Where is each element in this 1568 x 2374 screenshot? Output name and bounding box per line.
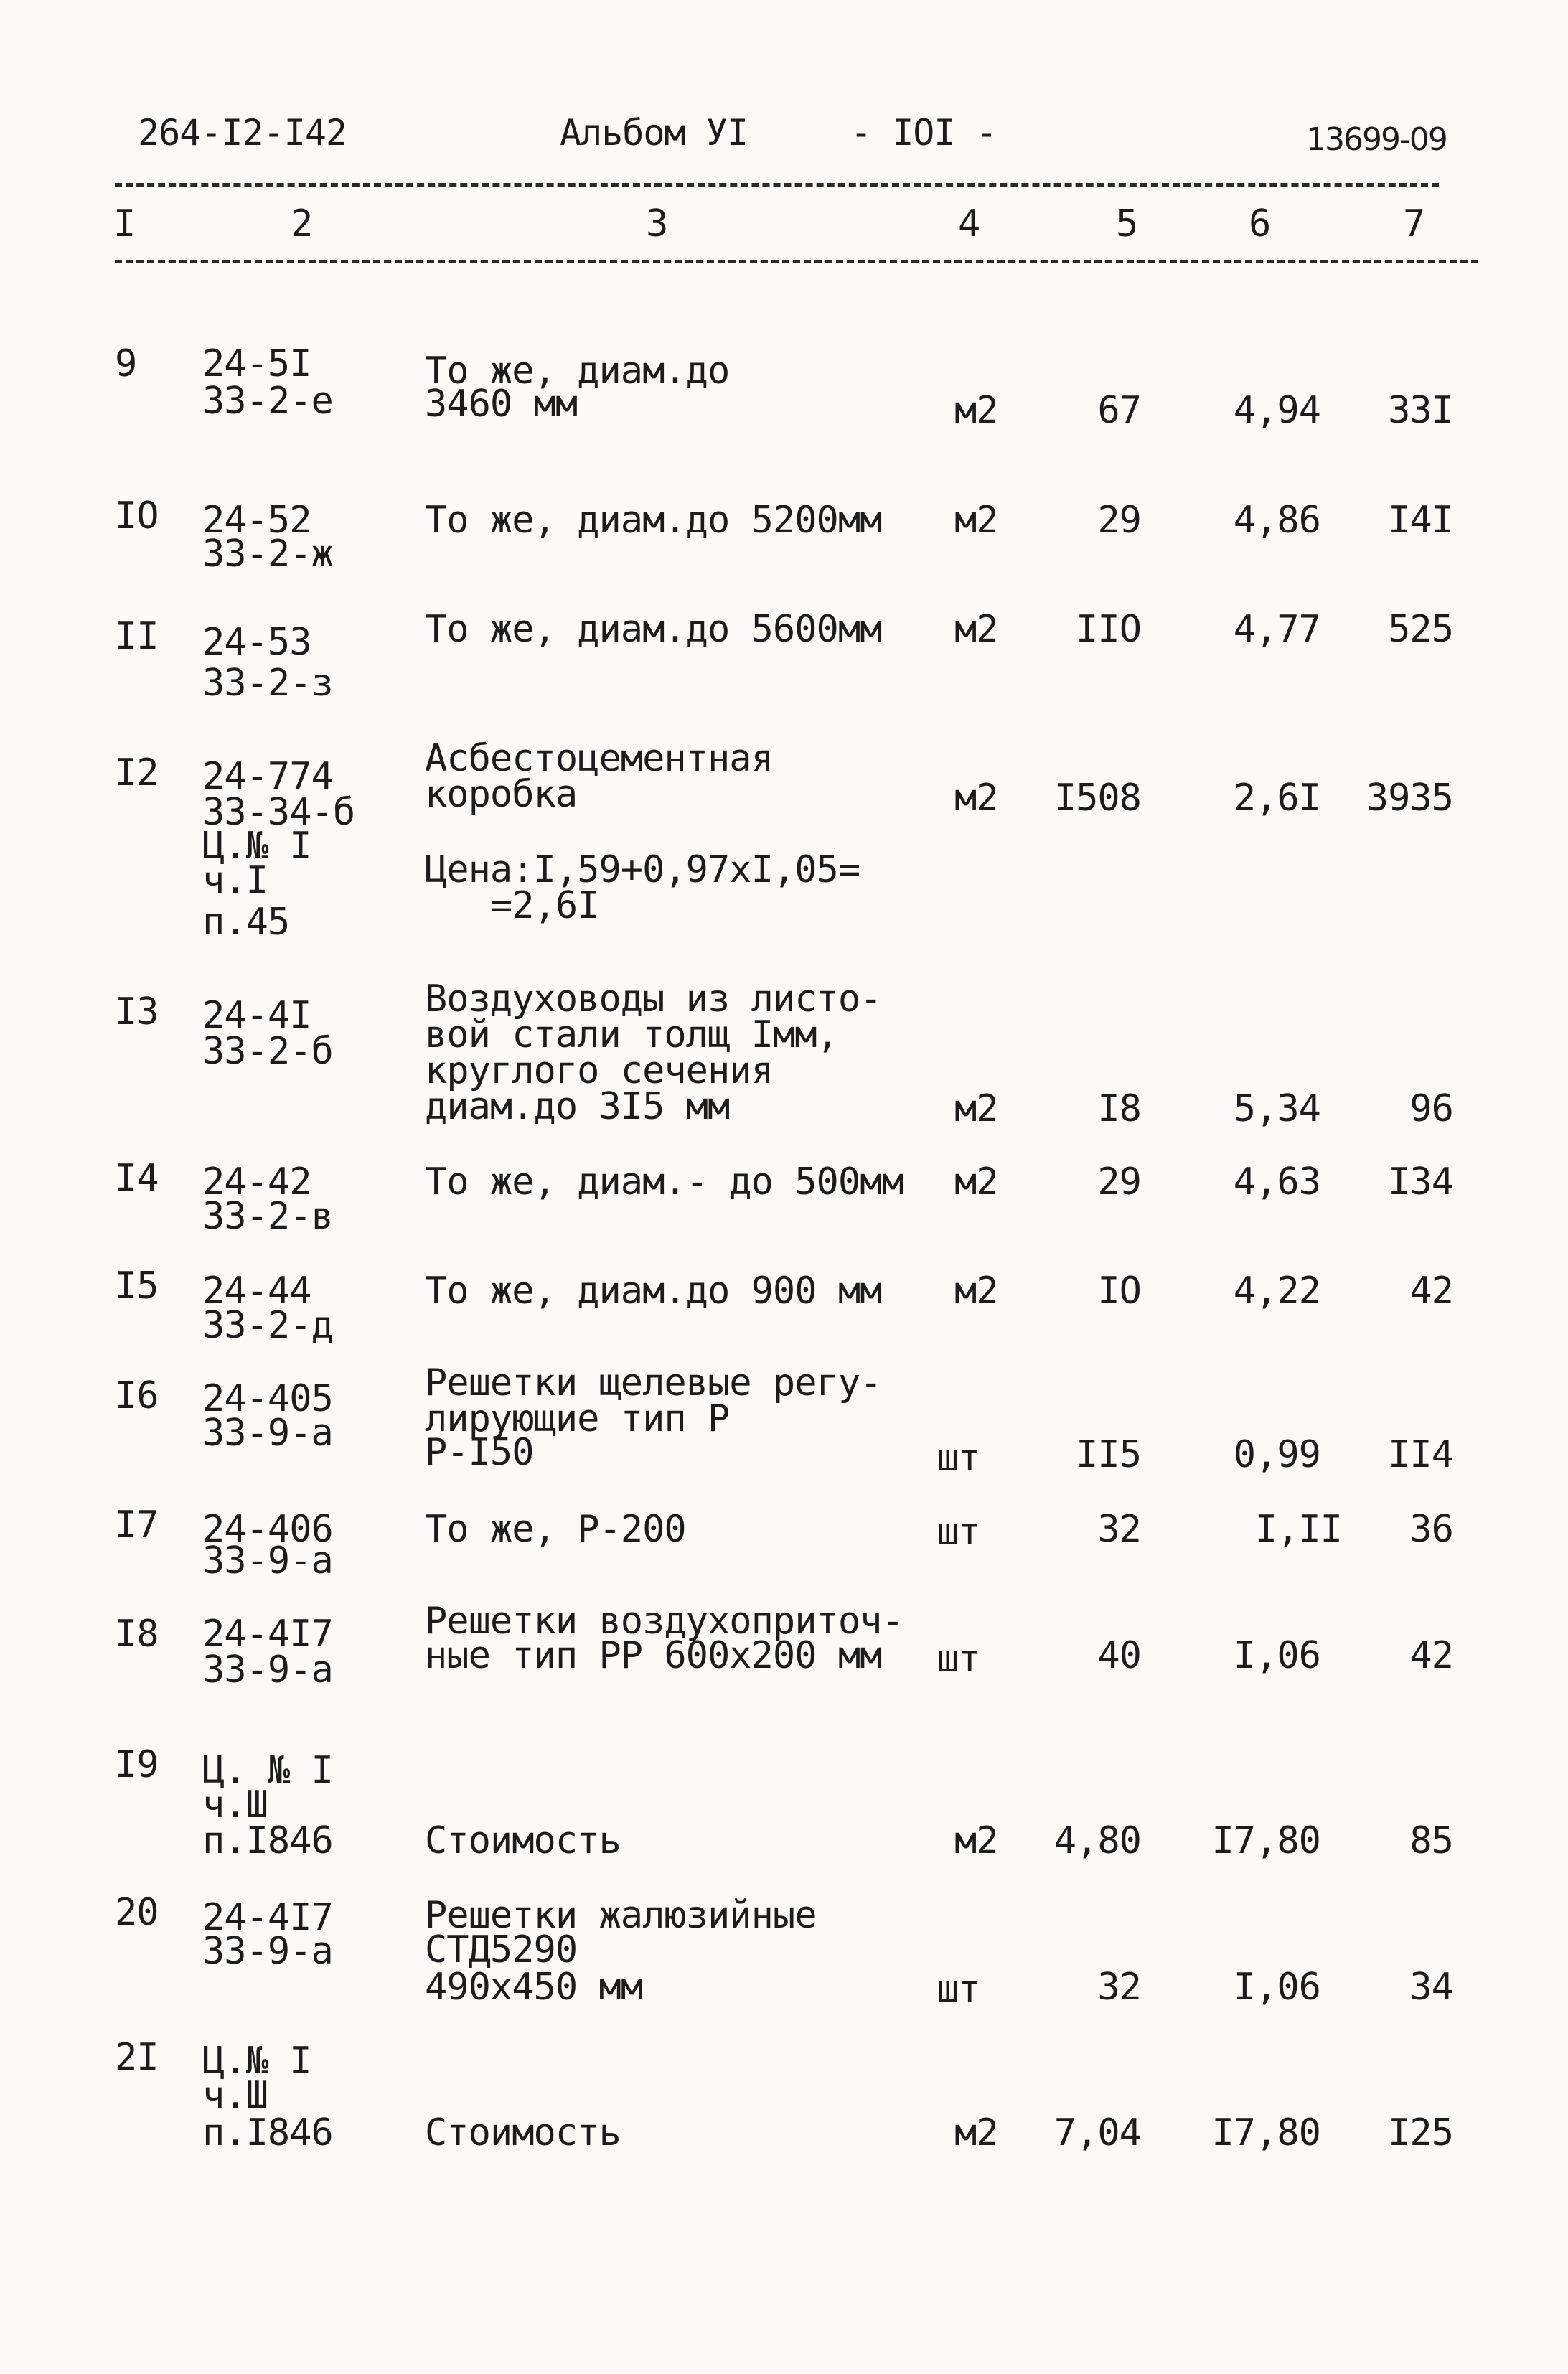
row-code: 33-34-б (202, 791, 355, 834)
row-price: I7,80 (1211, 2111, 1320, 2154)
row-total: 85 (1409, 1819, 1453, 1862)
row-description: 490х450 мм (425, 1966, 643, 2009)
row-description: То же, диам.- до 500мм (425, 1160, 903, 1204)
row-price: I,06 (1233, 1966, 1320, 2009)
row-unit: м2 (954, 1819, 998, 1862)
row-quantity: 4,80 (1053, 1819, 1141, 1862)
row-price: I,06 (1233, 1634, 1320, 1677)
row-number: I3 (115, 990, 159, 1033)
header-rule-bottom (115, 260, 1478, 263)
row-quantity: I8 (1097, 1087, 1141, 1130)
row-description: То же, диам.до (425, 349, 730, 393)
row-description: круглого сечения (425, 1049, 773, 1092)
column-header-4: 4 (958, 202, 980, 245)
row-description: СТД5290 (425, 1928, 578, 1971)
row-description: ные тип РР 600х200 мм (425, 1634, 882, 1677)
row-total: 33I (1388, 389, 1453, 432)
row-code: 24-44 (202, 1270, 311, 1313)
row-code: 24-774 (202, 755, 333, 798)
column-header-3: 3 (646, 202, 668, 245)
row-code: п.45 (202, 901, 290, 944)
row-price: 0,99 (1233, 1433, 1320, 1476)
row-code: 33-2-ж (202, 532, 333, 576)
row-description: Решетки жалюзийные (425, 1894, 817, 1937)
row-unit: шт (936, 1511, 980, 1554)
row-price: 2,6I (1233, 777, 1320, 820)
row-total: I4I (1388, 499, 1453, 542)
row-total: I34 (1388, 1160, 1453, 1204)
column-header-5: 5 (1116, 202, 1138, 245)
row-number: I6 (115, 1374, 159, 1417)
row-unit: шт (936, 1968, 980, 2011)
column-header-6: 6 (1249, 202, 1271, 245)
row-price: 4,77 (1233, 608, 1320, 651)
row-quantity: I508 (1053, 777, 1141, 820)
row-code: 33-9-а (202, 1648, 333, 1692)
row-quantity: 32 (1097, 1966, 1141, 2009)
row-price: 4,22 (1233, 1270, 1320, 1313)
row-number: I9 (115, 1743, 159, 1786)
page-number: - IOI - (850, 112, 997, 154)
row-unit: м2 (954, 1270, 998, 1313)
row-number: I4 (115, 1157, 159, 1200)
row-code: 33-2-з (202, 662, 333, 705)
row-description: вой стали толщ Iмм, (425, 1013, 838, 1056)
row-total: 34 (1409, 1966, 1453, 2009)
row-code: ч.I (202, 859, 268, 902)
row-price-note: =2,6I (425, 884, 599, 927)
row-code: 24-4I7 (202, 1896, 333, 1939)
row-code: 33-2-в (202, 1195, 333, 1238)
column-header-7: 7 (1403, 202, 1425, 245)
row-code: ч.Ш (202, 1783, 268, 1826)
row-code: п.I846 (202, 1819, 333, 1862)
row-total: 3935 (1366, 777, 1453, 820)
document-code: 264-I2-I42 (138, 112, 347, 154)
row-description: То же, диам.до 900 мм (425, 1270, 882, 1313)
row-total: 42 (1409, 1270, 1453, 1313)
row-code: 33-2-д (202, 1304, 333, 1347)
row-description: Асбестоцементная (425, 737, 773, 780)
row-number: 9 (115, 342, 137, 385)
row-code: 24-4I (202, 994, 311, 1037)
column-header-2: 2 (291, 202, 313, 245)
row-price: 4,63 (1233, 1160, 1320, 1204)
row-code: 33-9-а (202, 1930, 333, 1973)
row-description: Воздуховоды из листо- (425, 977, 882, 1021)
row-price: I7,80 (1211, 1819, 1320, 1862)
row-total: 36 (1409, 1508, 1453, 1551)
row-quantity: 40 (1097, 1634, 1141, 1677)
row-total: 96 (1409, 1087, 1453, 1130)
row-description: коробка (425, 773, 578, 816)
row-code: Ц. № I (202, 1749, 333, 1792)
row-quantity: 67 (1097, 389, 1141, 432)
row-code: 24-406 (202, 1508, 333, 1551)
row-code: 33-9-а (202, 1539, 333, 1582)
row-description: То же, диам.до 5600мм (425, 608, 882, 651)
row-price: 5,34 (1233, 1087, 1320, 1130)
column-header-1: I (113, 202, 136, 245)
row-description: То же, диам.до 5200мм (425, 499, 882, 542)
row-number: IO (115, 494, 159, 538)
row-price-note: Цена:I,59+0,97хI,05= (425, 848, 860, 891)
row-description: Решетки щелевые регу- (425, 1361, 882, 1404)
row-code: 24-52 (202, 499, 311, 542)
row-code: Ц.№ I (202, 825, 311, 868)
row-code: 24-5I (202, 342, 311, 385)
row-unit: м2 (954, 1087, 998, 1130)
row-unit: м2 (954, 608, 998, 651)
row-unit: м2 (954, 389, 998, 432)
row-description: лирующие тип Р (425, 1397, 730, 1440)
row-code: 33-2-е (202, 380, 333, 423)
row-unit: м2 (954, 777, 998, 820)
row-number: I2 (115, 751, 159, 794)
row-description: 3460 мм (425, 383, 578, 426)
row-number: 20 (115, 1891, 159, 1934)
row-unit: шт (936, 1437, 980, 1480)
row-total: 42 (1409, 1634, 1453, 1677)
row-code: 24-4I7 (202, 1613, 333, 1656)
row-code: 24-53 (202, 621, 311, 664)
row-total: 525 (1388, 608, 1453, 651)
row-number: I5 (115, 1265, 159, 1308)
row-code: 24-405 (202, 1377, 333, 1420)
row-price: 4,86 (1233, 499, 1320, 542)
row-quantity: IIO (1076, 608, 1141, 651)
row-total: I25 (1388, 2111, 1453, 2154)
row-number: 2I (115, 2036, 159, 2079)
row-unit: м2 (954, 499, 998, 542)
row-description: Решетки воздухоприточ- (425, 1600, 903, 1643)
album-title: Альбом УI (560, 112, 748, 154)
row-code: п.I846 (202, 2111, 333, 2154)
row-quantity: 29 (1097, 499, 1141, 542)
reference-number: 13699-09 (1306, 121, 1447, 158)
row-price: 4,94 (1233, 389, 1320, 432)
row-unit: шт (936, 1638, 980, 1681)
row-number: I7 (115, 1503, 159, 1547)
header-rule-top (115, 183, 1439, 187)
row-code: Ц.№ I (202, 2040, 311, 2083)
row-quantity: IO (1097, 1270, 1141, 1313)
row-price: I,II (1254, 1508, 1342, 1551)
row-code: ч.Ш (202, 2074, 268, 2117)
row-code: 24-42 (202, 1160, 311, 1204)
row-code: 33-2-б (202, 1030, 333, 1073)
row-description: Р-I50 (425, 1431, 534, 1474)
row-quantity: II5 (1076, 1433, 1141, 1476)
row-number: I8 (115, 1613, 159, 1656)
row-unit: м2 (954, 1160, 998, 1204)
row-description: Стоимость (425, 1819, 621, 1862)
row-quantity: 7,04 (1053, 2111, 1141, 2154)
row-description: Стоимость (425, 2111, 621, 2154)
row-number: II (115, 615, 159, 658)
row-quantity: 29 (1097, 1160, 1141, 1204)
row-unit: м2 (954, 2111, 998, 2154)
row-code: 33-9-а (202, 1412, 333, 1455)
row-description: диам.до 3I5 мм (425, 1085, 730, 1128)
row-total: II4 (1388, 1433, 1453, 1476)
row-quantity: 32 (1097, 1508, 1141, 1551)
row-description: То же, Р-200 (425, 1508, 686, 1551)
